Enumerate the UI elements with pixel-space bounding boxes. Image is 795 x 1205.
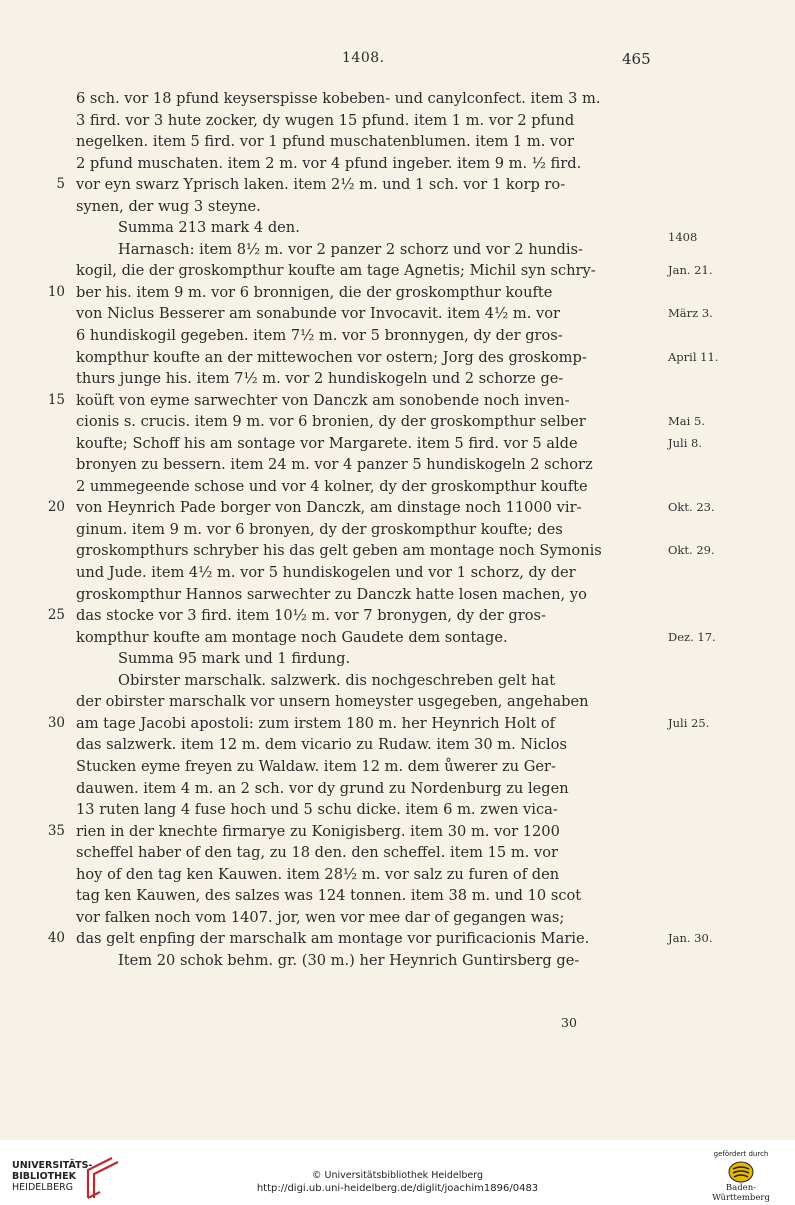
text-line xyxy=(0,368,795,390)
text-line xyxy=(0,325,795,347)
line-text: Obirster marschalk. salzwerk. dis nochgeschreben gelt hat xyxy=(118,671,556,689)
line-text: koüft von eyme sarwechter von Danczk am sonobende noch inven- xyxy=(76,391,570,409)
text-line xyxy=(0,88,795,110)
text-line xyxy=(0,303,795,325)
line-text: das salzwerk. item 12 m. dem vicario zu Rudaw. item 30 m. Niclos xyxy=(76,736,567,754)
text-line xyxy=(0,174,795,196)
line-text: 2 pfund muschaten. item 2 m. vor 4 pfund ingeber. item 9 m. ½ fird. xyxy=(76,154,582,172)
margin-date-note: 1408 xyxy=(668,229,698,244)
library-name-line3: HEIDELBERG xyxy=(12,1182,74,1193)
line-text: scheffel haber of den tag, zu 18 den. den scheffel. item 15 m. vor xyxy=(76,844,558,862)
line-number: 20 xyxy=(47,499,65,516)
text-line xyxy=(0,476,795,498)
text-line xyxy=(0,497,795,519)
line-text: und Jude. item 4½ m. vor 5 hundiskogelen und vor 1 schorz, dy der xyxy=(76,564,576,582)
viewer-footer xyxy=(0,1140,795,1205)
text-line xyxy=(0,110,795,132)
text-line xyxy=(0,842,795,864)
running-header-year: 1408. xyxy=(342,50,385,66)
line-text: vor eyn swarz Yprisch laken. item 2½ m. und 1 sch. vor 1 korp ro- xyxy=(76,176,566,194)
text-line xyxy=(0,540,795,562)
line-number: 35 xyxy=(47,822,65,839)
margin-date-note: Juli 25. xyxy=(668,715,710,730)
text-line xyxy=(0,562,795,584)
line-text: 3 fird. vor 3 hute zocker, dy wugen 15 pfund. item 1 m. vor 2 pfund xyxy=(76,111,575,129)
line-text: Summa 95 mark und 1 firdung. xyxy=(118,650,351,668)
line-text: tag ken Kauwen, des salzes was 124 tonnen. item 38 m. und 10 scot xyxy=(76,887,582,905)
line-text: der obirster marschalk vor unsern homeyster usgegeben, angehaben xyxy=(76,693,589,711)
text-line xyxy=(0,778,795,800)
text-line xyxy=(0,131,795,153)
line-text: kogil, die der groskompthur koufte am tage Agnetis; Michil syn schry- xyxy=(76,262,596,280)
margin-date-note: Okt. 23. xyxy=(668,500,715,515)
body-text xyxy=(0,88,795,971)
text-line xyxy=(0,229,795,261)
line-number: 10 xyxy=(47,283,65,300)
line-text: Stucken eyme freyen zu Waldaw. item 12 m. dem ůwerer zu Ger- xyxy=(76,757,556,775)
line-text: 6 sch. vor 18 pfund keyserspisse kobeben- und canylconfect. item 3 m. xyxy=(76,90,601,107)
library-name-line1: UNIVERSITÄTS- xyxy=(12,1160,93,1171)
text-line xyxy=(0,196,795,218)
text-line xyxy=(0,411,795,433)
line-text: groskompthurs schryber his das gelt geben am montage noch Symonis xyxy=(76,542,602,560)
page-number: 465 xyxy=(622,50,651,68)
margin-date-note: April 11. xyxy=(668,349,719,364)
text-line xyxy=(0,519,795,541)
copyright-text: © Universitätsbibliothek Heidelberg xyxy=(311,1170,483,1181)
margin-date-note: Jan. 21. xyxy=(668,263,713,278)
line-text: Summa 213 mark 4 den. xyxy=(118,219,300,237)
text-line xyxy=(0,433,795,455)
text-line xyxy=(0,756,795,778)
text-line xyxy=(0,648,795,670)
margin-date-note: März 3. xyxy=(668,306,713,321)
line-text: rien in der knechte firmarye zu Konigisberg. item 30 m. vor 1200 xyxy=(76,822,560,840)
line-number: 40 xyxy=(47,930,65,947)
text-line xyxy=(0,928,795,950)
line-text: Harnasch: item 8½ m. vor 2 panzer 2 schorz und vor 2 hundis- xyxy=(118,240,583,258)
footnote-number: 30 xyxy=(561,1015,577,1030)
line-text: kompthur koufte an der mittewochen vor ostern; Jorg des groskomp- xyxy=(76,348,587,366)
line-text: das stocke vor 3 fird. item 10½ m. vor 7 bronygen, dy der gros- xyxy=(76,607,546,625)
text-line xyxy=(0,454,795,476)
margin-date-note: Okt. 29. xyxy=(668,543,715,558)
line-text: von Niclus Besserer am sonabunde vor Invocavit. item 4½ m. vor xyxy=(76,305,560,323)
line-text: 2 ummegeende schose und vor 4 kolner, dy der groskompthur koufte xyxy=(76,477,588,495)
line-text: koufte; Schoff his am sontage vor Margarete. item 5 fird. vor 5 alde xyxy=(76,434,578,452)
sponsor-name: Baden-Württemberg xyxy=(712,1183,770,1203)
line-text: dauwen. item 4 m. an 2 sch. vor dy grund zu Nordenburg zu legen xyxy=(76,779,569,797)
line-text: 6 hundiskogil gegeben. item 7½ m. vor 5 bronnygen, dy der gros- xyxy=(76,327,563,345)
line-text: bronyen zu bessern. item 24 m. vor 4 panzer 5 hundiskogeln 2 schorz xyxy=(76,456,593,474)
coat-of-arms-icon xyxy=(727,1161,755,1183)
text-line xyxy=(0,821,795,843)
text-line xyxy=(0,691,795,713)
line-number: 25 xyxy=(47,607,65,624)
text-line xyxy=(0,885,795,907)
text-line xyxy=(0,347,795,369)
text-line xyxy=(0,627,795,649)
permalink[interactable]: http://digi.ub.uni-heidelberg.de/diglit/joachim1896/0483 xyxy=(256,1183,539,1194)
line-text: Item 20 schok behm. gr. (30 m.) her Heynrich Guntirsberg ge- xyxy=(118,951,580,969)
text-line xyxy=(0,950,795,972)
text-line xyxy=(0,734,795,756)
text-line xyxy=(0,864,795,886)
line-text: negelken. item 5 fird. vor 1 pfund muschatenblumen. item 1 m. vor xyxy=(76,133,574,151)
line-text: synen, der wug 3 steyne. xyxy=(76,197,261,215)
text-line xyxy=(0,282,795,304)
line-text: hoy of den tag ken Kauwen. item 28½ m. vor salz zu furen of den xyxy=(76,865,560,883)
line-number: 5 xyxy=(56,176,65,193)
text-line xyxy=(0,390,795,412)
line-text: vor falken noch vom 1407. jor, wen vor mee dar of gegangen was; xyxy=(76,908,565,926)
margin-date-note: Jan. 30. xyxy=(668,931,713,946)
text-line xyxy=(0,153,795,175)
line-text: ginum. item 9 m. vor 6 bronyen, dy der groskompthur koufte; des xyxy=(76,520,563,538)
text-line xyxy=(0,605,795,627)
text-line xyxy=(0,907,795,929)
sponsor-label: gefördert durch xyxy=(713,1150,769,1158)
margin-date-note: Dez. 17. xyxy=(668,629,716,644)
line-text: ber his. item 9 m. vor 6 bronnigen, die der groskompthur koufte xyxy=(76,283,553,301)
line-text: groskompthur Hannos sarwechter zu Danczk hatte losen machen, yo xyxy=(76,585,587,603)
margin-date-note: Juli 8. xyxy=(668,435,703,450)
text-line xyxy=(0,799,795,821)
text-line xyxy=(0,713,795,735)
line-text: 13 ruten lang 4 fuse hoch und 5 schu dicke. item 6 m. zwen vica- xyxy=(76,801,558,819)
line-number: 15 xyxy=(47,391,65,408)
text-line xyxy=(0,670,795,692)
line-text: am tage Jacobi apostoli: zum irstem 180 m. her Heynrich Holt of xyxy=(76,714,556,732)
line-text: von Heynrich Pade borger von Danczk, am dinstage noch 11000 vir- xyxy=(76,499,582,517)
margin-date-note: Mai 5. xyxy=(668,414,705,429)
line-text: thurs junge his. item 7½ m. vor 2 hundiskogeln und 2 schorze ge- xyxy=(76,370,564,388)
sponsor-logo[interactable] xyxy=(698,1150,784,1203)
line-number: 30 xyxy=(47,714,65,731)
line-text: cionis s. crucis. item 9 m. vor 6 bronien, dy der groskompthur selber xyxy=(76,413,586,431)
library-name-line2: BIBLIOTHEK xyxy=(12,1171,76,1182)
line-text: kompthur koufte am montage noch Gaudete dem sontage. xyxy=(76,628,508,646)
text-line xyxy=(0,584,795,606)
line-text: das gelt enpfing der marschalk am montage vor purificacionis Marie. xyxy=(76,930,590,948)
text-line xyxy=(0,260,795,282)
